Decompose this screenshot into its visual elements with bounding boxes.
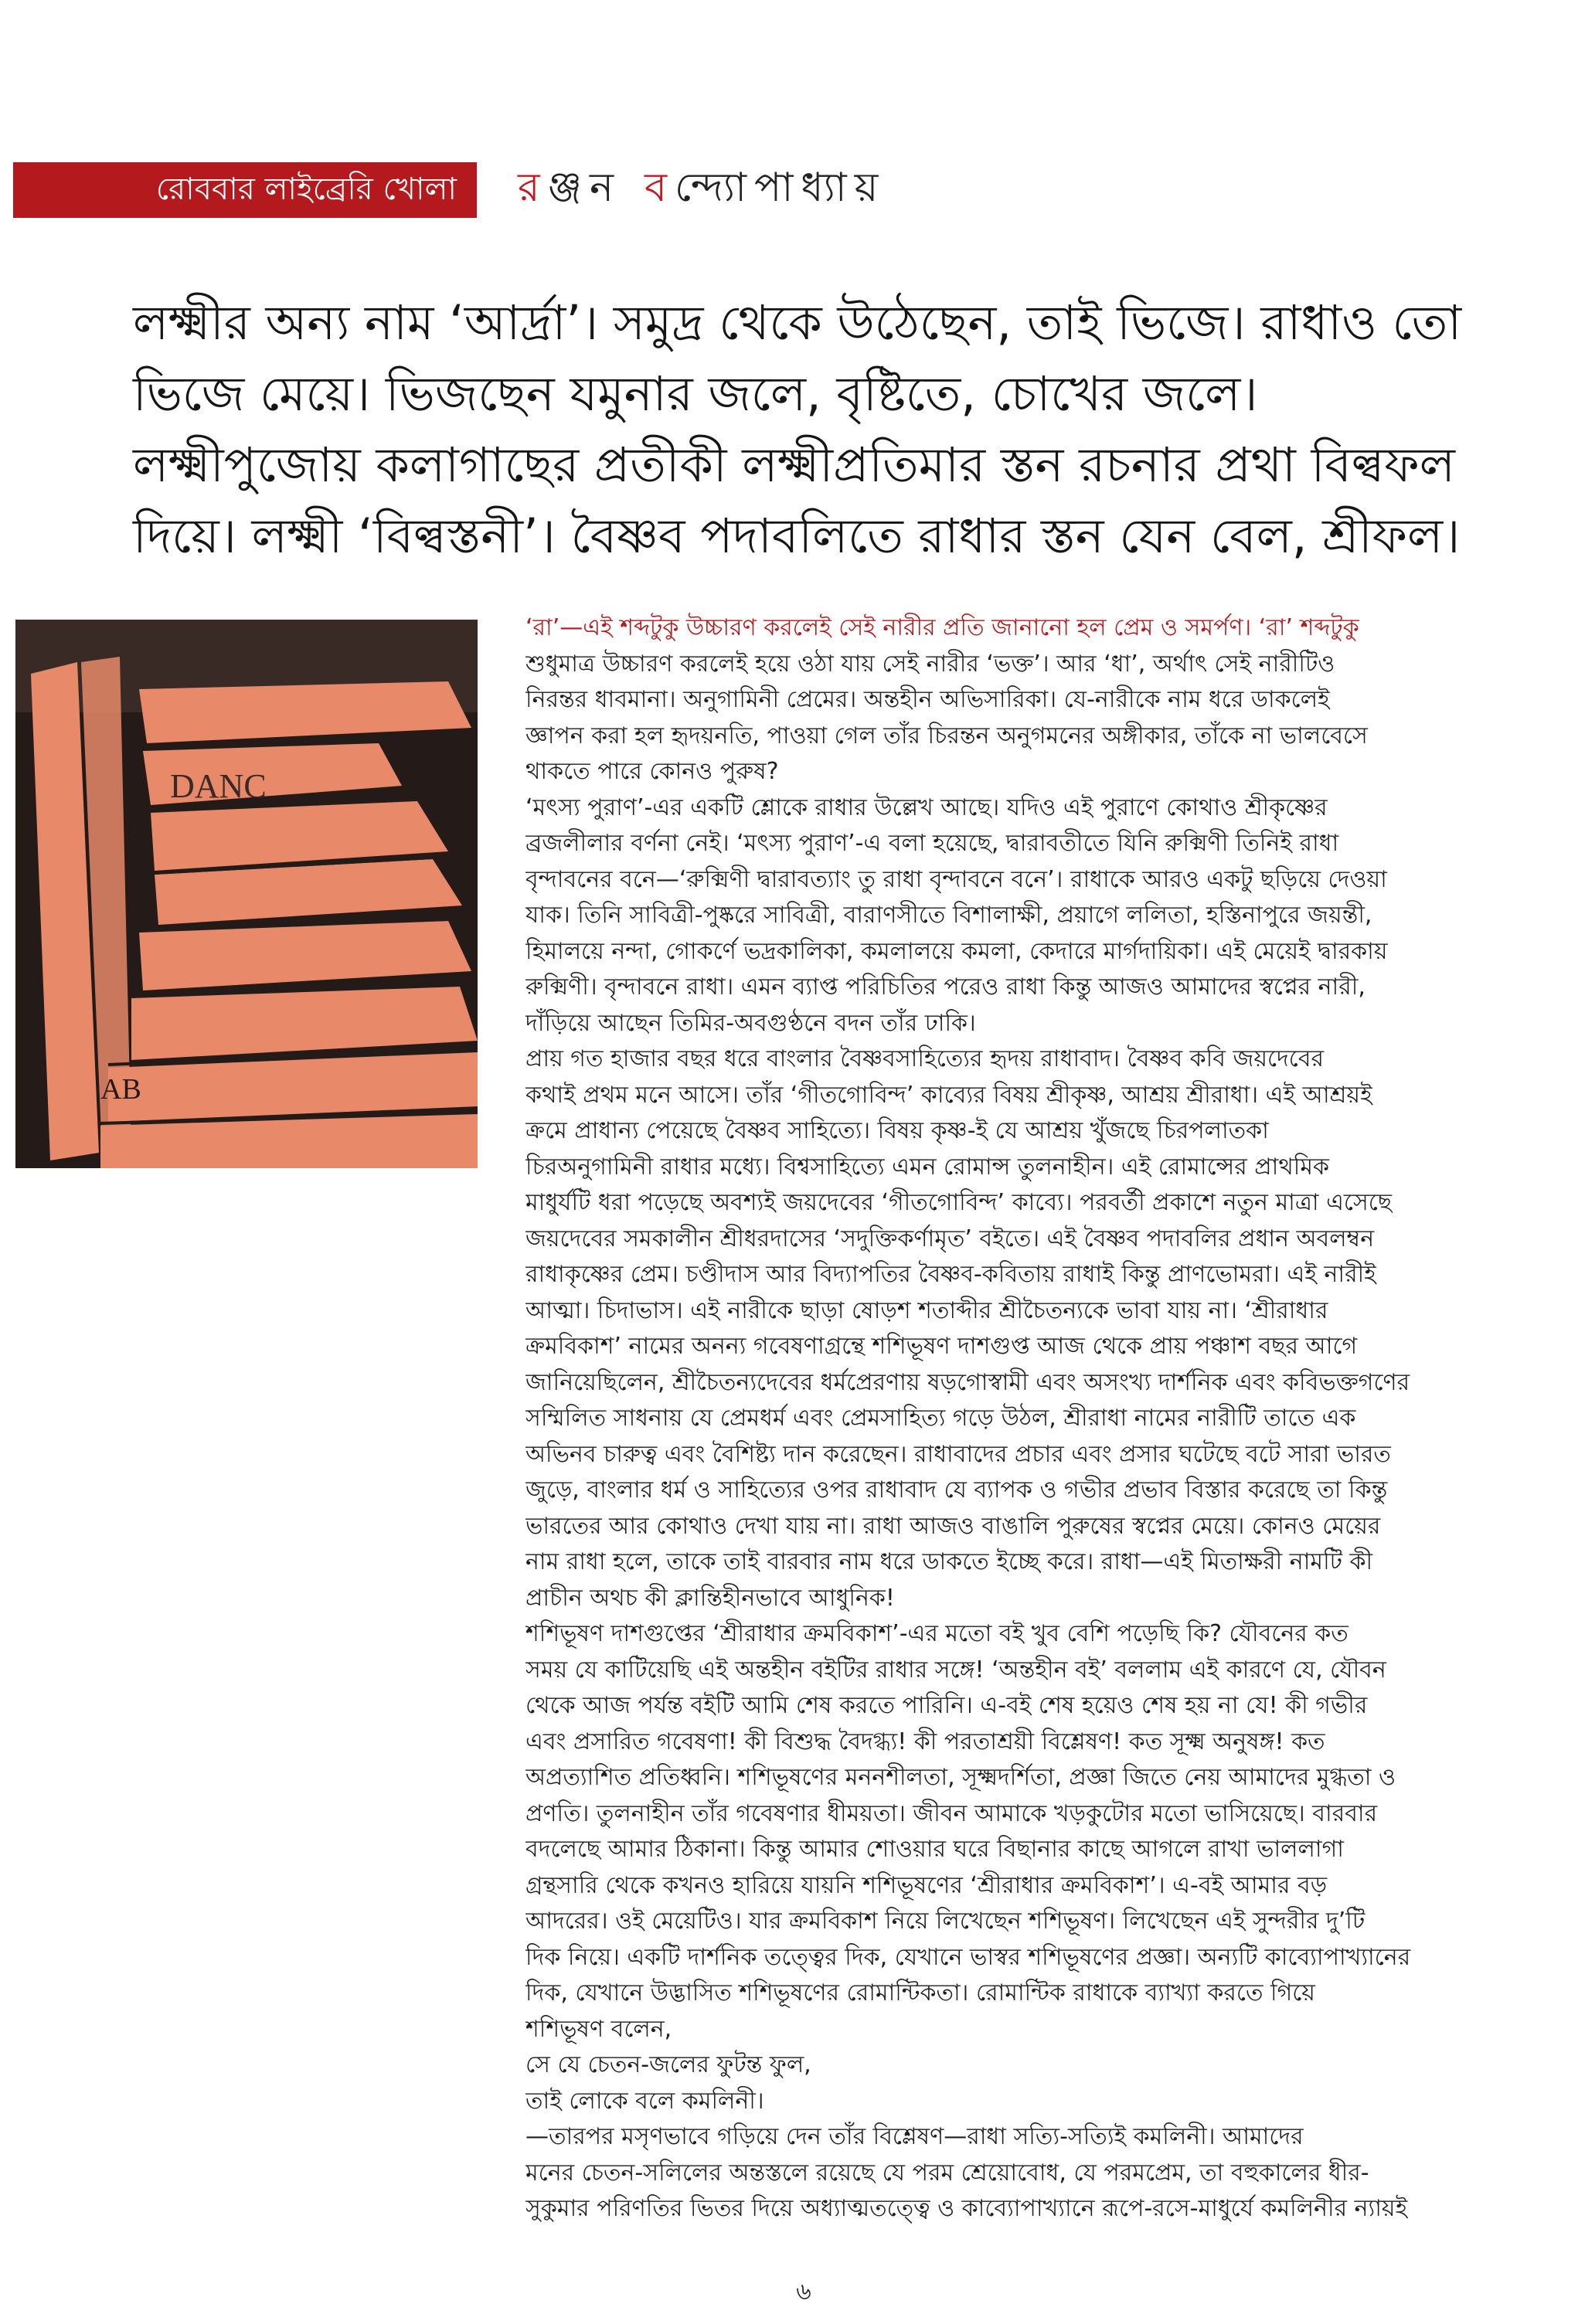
body-line: অভিনব চারুত্ব এবং বৈশিষ্ট্য দান করেছেন। রাধাবাদের প্রচার এবং প্রসার ঘটেছে বটে সারা ভারত [525, 1440, 1391, 1468]
body-line: মনের চেতন-সলিলের অন্তস্তলে রয়েছে যে পরম শ্রেয়োবোধ, যে পরমপ্রেম, তা বহুকালের ধীর- [525, 2159, 1369, 2186]
body-line: আদরের। ওই মেয়েটিও। যার ক্রমবিকাশ নিয়ে লিখেছেন শশিভূষণ। লিখেছেন এই সুন্দরীর দু’টি [525, 1908, 1365, 1935]
book-spine-text: DANC [170, 767, 267, 805]
body-line: সে যে চেতন-জলের ফুটন্ত ফুল, [525, 2051, 811, 2078]
body-line: ক্রমবিকাশ’ নামের অনন্য গবেষণাগ্রন্থে শশিভূষণ দাশগুপ্ত আজ থেকে প্রায় পঞ্চাশ বছর আগে [525, 1333, 1358, 1360]
body-line: জয়দেবের সমকালীন শ্রীধরদাসের ‘সদুক্তিকর্ণামৃত’ বইতে। এই বৈষ্ণব পদাবলির প্রধান অবলম্বন [525, 1225, 1375, 1252]
body-line: প্রণতি। তুলনাহীন তাঁর গবেষণার ধীময়তা। জীবন আমাকে খড়কুটোর মতো ভাসিয়েছে। বারবার [525, 1799, 1378, 1827]
body-line: নিরন্তর ধাবমানা। অনুগামিনী প্রেমের। অন্তহীন অভিসারিকা। যে-নারীকে নাম ধরে ডাকলেই [525, 686, 1330, 713]
body-line: তাই লোকে বলে কমলিনী। [525, 2087, 764, 2115]
body-line: দিক নিয়ে। একটি দার্শনিক তত্ত্বের দিক, যেখানে ভাস্বর শশিভূষণের প্রজ্ঞা। অন্যটি কাব্যোপাখ্যানের [525, 1943, 1411, 1971]
author-part: ঞ্জ [547, 164, 590, 211]
body-line: ভারতের আর কোথাও দেখা যায় না। রাধা আজও বাঙালি পুরুষের স্বপ্নের মেয়ে। কোনও মেয়ের [525, 1512, 1381, 1540]
body-line: শশিভূষণ বলেন, [525, 2015, 672, 2043]
body-line: এবং প্রসারিত গবেষণা! কী বিশুদ্ধ বৈদগ্ধ্য! কী পরতাশ্রয়ী বিশ্লেষণ! কত সূক্ষ্ম অনুষঙ্গ! কত [525, 1728, 1325, 1755]
pullquote-line: লক্ষ্মীর অন্য নাম ‘আর্দ্রা’। সমুদ্র থেকে উঠেছেন, তাই ভিজে। রাধাও তো [133, 294, 1462, 351]
author-part: র [518, 164, 548, 211]
body-line: সম্মিলিত সাধনায় যে প্রেমধর্ম এবং প্রেমসাহিত্য গড়ে উঠল, শ্রীরাধা নামের নারীটি তাতে এক [525, 1405, 1356, 1432]
body-line: হিমালয়ে নন্দা, গোকর্ণে ভদ্রকালিকা, কমলালয়ে কমলা, কেদারে মার্গদায়িকা। এই মেয়েই দ্বারকায় [525, 937, 1388, 965]
body-line: দাঁড়িয়ে আছেন তিমির-অবগুণ্ঠনে বদন তাঁর ঢাকি। [525, 1009, 976, 1037]
author-part: ব [644, 164, 675, 211]
pullquote-line: ভিজে মেয়ে। ভিজছেন যমুনার জলে, বৃষ্টিতে, চোখের জলে। [133, 365, 1258, 422]
body-line: গ্রন্থসারি থেকে কখনও হারিয়ে যায়নি শশিভূষণের ‘শ্রীরাধার ক্রমবিকাশ’। এ-বই আমার বড় [525, 1871, 1328, 1899]
body-line: সময় যে কাটিয়েছি এই অন্তহীন বইটির রাধার সঙ্গে! ‘অন্তহীন বই’ বললাম এই কারণে যে, যৌবন [525, 1656, 1386, 1684]
body-line: ব্রজলীলার বর্ণনা নেই। ‘মৎস্য পুরাণ’-এ বলা হয়েছে, দ্বারাবতীতে যিনি রুক্মিণী তিনিই রাধা [525, 830, 1339, 857]
pullquote-line: লক্ষ্মীপুজোয় কলাগাছের প্রতীকী লক্ষ্মীপ্রতিমার স্তন রচনার প্রথা বিল্বফল [133, 437, 1455, 493]
body-line: যাক। তিনি সাবিত্রী-পুষ্করে সাবিত্রী, বারাণসীতে বিশালাক্ষী, প্রয়াগে ললিতা, হস্তিনাপুরে জয়ন্তী, [525, 902, 1372, 929]
body-line: জুড়ে, বাংলার ধর্ম ও সাহিত্যের ওপর রাধাবাদ যে ব্যাপক ও গভীর প্রভাব বিস্তার করেছে তা কিন্তু [525, 1476, 1388, 1503]
books-photo [15, 620, 478, 1168]
body-line: জানিয়েছিলেন, শ্রীচৈতন্যদেবের ধর্মপ্রেরণায় ষড়গোস্বামী এবং অসংখ্য দার্শনিক এবং কবিভক্তগণের [525, 1368, 1410, 1396]
body-line: বৃন্দাবনের বনে—‘রুক্মিণী দ্বারাবত্যাং তু রাধা বৃন্দাবনে বনে’। রাধাকে আরও একটু ছড়িয়ে দেওয়া [525, 865, 1387, 893]
author-byline [518, 158, 886, 220]
article-body [525, 610, 1461, 2227]
body-line: জ্ঞাপন করা হল হৃদয়নতি, পাওয়া গেল তাঁর চিরন্তন অনুগমনের অঙ্গীকার, তাঁকে না ভালবেসে [525, 722, 1368, 749]
body-line: কথাই প্রথম মনে আসে। তাঁর ‘গীতগোবিন্দ’ কাব্যের বিষয় শ্রীকৃষ্ণ, আশ্রয় শ্রীরাধা। এই আশ্রয়ই [525, 1081, 1372, 1109]
body-line: থাকতে পারে কোনও পুরুষ? [525, 758, 779, 785]
body-line: ক্রমে প্রাধান্য পেয়েছে বৈষ্ণব সাহিত্যে। বিষয় কৃষ্ণ-ই যে আশ্রয় খুঁজছে চিরপলাতকা [525, 1117, 1269, 1144]
author-part: ন্দ্যো [675, 164, 755, 211]
book-spine-text: AB [100, 1073, 141, 1106]
body-line: রুক্মিণী। বৃন্দাবনে রাধা। এমন ব্যাপ্ত পরিচিতির পরেও রাধা কিন্তু আজও আমাদের স্বপ্নের নারী, [525, 973, 1365, 1001]
body-line: নাম রাধা হলে, তাকে তাই বারবার নাম ধরে ডাকতে ইচ্ছে করে। রাধা—এই মিতাক্ষরী নামটি কী [525, 1548, 1373, 1575]
pullquote [133, 287, 1462, 572]
body-line: প্রাচীন অথচ কী ক্লান্তিহীনভাবে আধুনিক! [525, 1584, 895, 1612]
body-line: বদলেছে আমার ঠিকানা। কিন্তু আমার শোওয়ার ঘরে বিছানার কাছে আগলে রাখা ভাললাগা [525, 1836, 1344, 1863]
body-line: আত্মা। চিদাভাস। এই নারীকে ছাড়া ষোড়শ শতাব্দীর শ্রীচৈতন্যকে ভাবা যায় না। ‘শ্রীরাধার [525, 1296, 1328, 1324]
body-line: শুধুমাত্র উচ্চারণ করলেই হয়ে ওঠা যায় সেই নারীর ‘ভক্ত’। আর ‘ধা’, অর্থাৎ সেই নারীটিও [525, 650, 1335, 678]
pullquote-line: দিয়ে। লক্ষ্মী ‘বিল্বস্তনী’। বৈষ্ণব পদাবলিতে রাধার স্তন যেন বেল, শ্রীফল। [133, 508, 1461, 564]
author-part: ধ্যা [801, 164, 855, 211]
author-part: ন [590, 164, 622, 211]
body-line: শশিভূষণ দাশগুপ্তের ‘শ্রীরাধার ক্রমবিকাশ’-এর মতো বই খুব বেশি পড়েছি কি? যৌবনের কত [525, 1620, 1348, 1647]
section-badge [13, 162, 477, 218]
body-line: দিক, যেখানে উদ্ভাসিত শশিভূষণের রোমান্টিকতা। রোমান্টিক রাধাকে ব্যাখ্যা করতে গিয়ে [525, 1979, 1315, 2006]
author-part: য় [854, 164, 886, 211]
body-line: সুকুমার পরিণতির ভিতর দিয়ে অধ্যাত্মতত্ত্বে ও কাব্যোপাখ্যানে রূপে-রসে-মাধুর্যে কমলিনীর ন্যায়ই [525, 2195, 1408, 2222]
page-number: ৬ [796, 2278, 811, 2305]
section-title: রোববার লাইব্রেরি খোলা [155, 171, 457, 207]
body-line: ‘মৎস্য পুরাণ’-এর একটি শ্লোকে রাধার উল্লেখ আছে। যদিও এই পুরাণে কোথাও শ্রীকৃষ্ণের [525, 793, 1328, 821]
body-line: রাধাকৃষ্ণের প্রেম। চণ্ডীদাস আর বিদ্যাপতির বৈষ্ণব-কবিতায় রাধাই কিন্তু প্রাণভোমরা। এই নারীই [525, 1261, 1376, 1288]
author-part: পা [754, 164, 801, 211]
body-line: থেকে আজ পর্যন্ত বইটি আমি শেষ করতে পারিনি। এ-বই শেষ হয়েও শেষ হয় না যে! কী গভীর [525, 1692, 1368, 1719]
body-line: অপ্রত্যাশিত প্রতিধ্বনি। শশিভূষণের মননশীলতা, সূক্ষ্মদর্শিতা, প্রজ্ঞা জিতে নেয় আমাদের মুগ্ধতা ও [525, 1764, 1396, 1791]
body-line: ‘রা’—এই শব্দটুকু উচ্চারণ করলেই সেই নারীর প্রতি জানানো হল প্রেম ও সমর্পণ। ‘রা’ শব্দটুকু [525, 614, 1359, 641]
body-line: মাধুর্যটি ধরা পড়েছে অবশ্যই জয়দেবের ‘গীতগোবিন্দ’ কাব্যে। পরবর্তী প্রকাশে নতুন মাত্রা এসেছে [525, 1189, 1393, 1216]
body-line: প্রায় গত হাজার বছর ধরে বাংলার বৈষ্ণবসাহিত্যের হৃদয় রাধাবাদ। বৈষ্ণব কবি জয়দেবের [525, 1045, 1325, 1072]
body-line: —তারপর মসৃণভাবে গড়িয়ে দেন তাঁর বিশ্লেষণ—রাধা সত্যি-সত্যিই কমলিনী। আমাদের [525, 2123, 1304, 2150]
body-line: চিরঅনুগামিনী রাধার মধ্যে। বিশ্বসাহিত্যে এমন রোমান্স তুলনাহীন। এই রোমান্সের প্রাথমিক [525, 1153, 1330, 1181]
